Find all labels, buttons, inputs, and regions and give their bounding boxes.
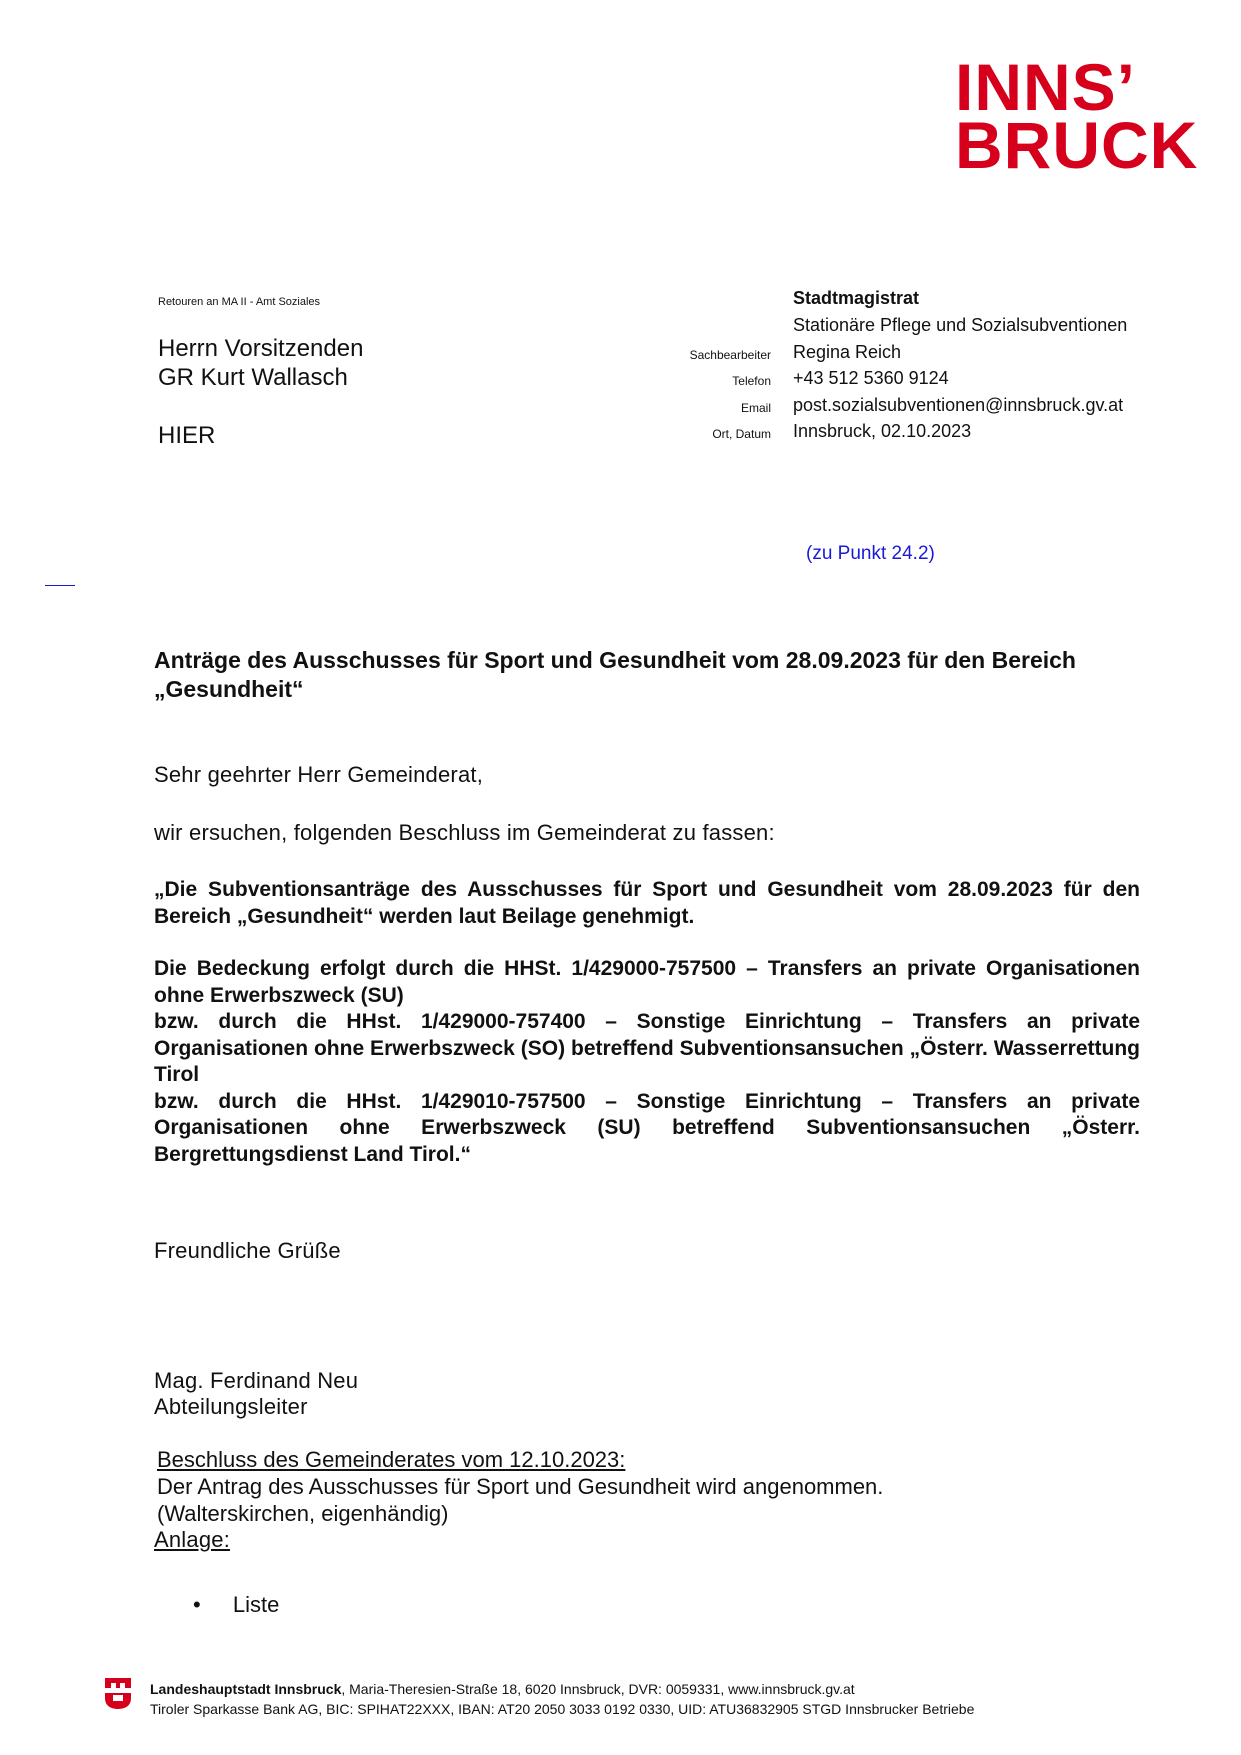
email-address: post.sozialsubventionen@innsbruck.gv.at	[793, 395, 1124, 415]
footer-line1	[150, 1681, 855, 1697]
footer-city: Landeshauptstadt Innsbruck	[150, 1681, 342, 1697]
attachment-list-item	[193, 1592, 279, 1618]
agenda-reference: (zu Punkt 24.2)	[806, 543, 935, 564]
resolution-p2: Die Bedeckung erfolgt durch die HHSt. 1/429000-757500 – Transfers an private Organisationen ohne Erwerbszweck (SU)	[154, 957, 1140, 1007]
resolution-p1: „Die Subventionsanträge des Ausschusses für Sport und Gesundheit vom 28.09.2023 für den Bereich „Gesundheit“ werden laut Beilage genehmigt.	[154, 878, 1140, 928]
bullet-icon: •	[193, 1592, 201, 1617]
decision-text: Der Antrag des Ausschusses für Sport und Gesundheit wird angenommen.	[157, 1474, 884, 1499]
signatory-title: Abteilungsleiter	[154, 1394, 308, 1419]
margin-mark	[45, 585, 75, 586]
subject	[154, 646, 1134, 704]
sender-office: Stadtmagistrat	[793, 288, 920, 308]
phone-number: +43 512 5360 9124	[793, 368, 949, 388]
subject-line2: „Gesundheit“	[154, 676, 304, 702]
signatory-name: Mag. Ferdinand Neu	[154, 1368, 359, 1393]
return-address: Retouren an MA II - Amt Soziales	[158, 296, 321, 308]
city-crest-icon	[103, 1676, 133, 1710]
resolution-text	[154, 877, 1140, 1168]
place-date-label: Ort, Datum	[712, 427, 771, 441]
recipient-line2: GR Kurt Wallasch	[158, 364, 348, 391]
subject-line1: Anträge des Ausschusses für Sport und Gesundheit vom 28.09.2023 für den Bereich	[154, 647, 1076, 673]
phone-label: Telefon	[732, 374, 771, 388]
logo-line1: INNS’	[955, 50, 1137, 124]
resolution-p4: bzw. durch die HHst. 1/429010-757500 – Sonstige Einrichtung – Transfers an private Organisationen ohne Erwerbszweck (SU) betreffend Subventionsansuchen „Österr. Bergrettungsdienst Land Tirol.“	[154, 1089, 1140, 1166]
email-label: Email	[740, 401, 771, 415]
logo-line2: BRUCK	[955, 108, 1199, 182]
closing: Freundliche Grüße	[154, 1238, 341, 1263]
innsbruck-logo	[955, 50, 1199, 182]
footer-address: , Maria-Theresien-Straße 18, 6020 Innsbruck, DVR: 0059331, www.innsbruck.gv.at	[341, 1681, 855, 1697]
clerk-label: Sachbearbeiter	[689, 348, 771, 362]
sender-department: Stationäre Pflege und Sozialsubventionen	[793, 315, 1128, 335]
footer-line2: Tiroler Sparkasse Bank AG, BIC: SPIHAT22XXX, IBAN: AT20 2050 3033 0192 0330, UID: ATU36832905 STGD Innsbrucker Betriebe	[150, 1701, 975, 1717]
attachment-item-label: Liste	[232, 1592, 280, 1617]
resolution-p3: bzw. durch die HHst. 1/429000-757400 – Sonstige Einrichtung – Transfers an private Organisationen ohne Erwerbszweck (SO) betreffend Subventionsansuchen „Österr. Wasserrettung Tirol	[154, 1010, 1140, 1086]
decision-note: (Walterskirchen, eigenhändig)	[157, 1501, 449, 1526]
recipient-line1: Herrn Vorsitzenden	[158, 335, 364, 362]
place-date: Innsbruck, 02.10.2023	[793, 421, 972, 441]
clerk-name: Regina Reich	[793, 342, 902, 362]
recipient-line3: HIER	[158, 422, 216, 449]
council-decision	[157, 1446, 883, 1527]
salutation: Sehr geehrter Herr Gemeinderat,	[154, 762, 484, 787]
request-text: wir ersuchen, folgenden Beschluss im Gemeinderat zu fassen:	[154, 820, 775, 845]
decision-heading: Beschluss des Gemeinderates vom 12.10.2023:	[157, 1447, 626, 1472]
attachment-heading: Anlage:	[154, 1527, 231, 1552]
